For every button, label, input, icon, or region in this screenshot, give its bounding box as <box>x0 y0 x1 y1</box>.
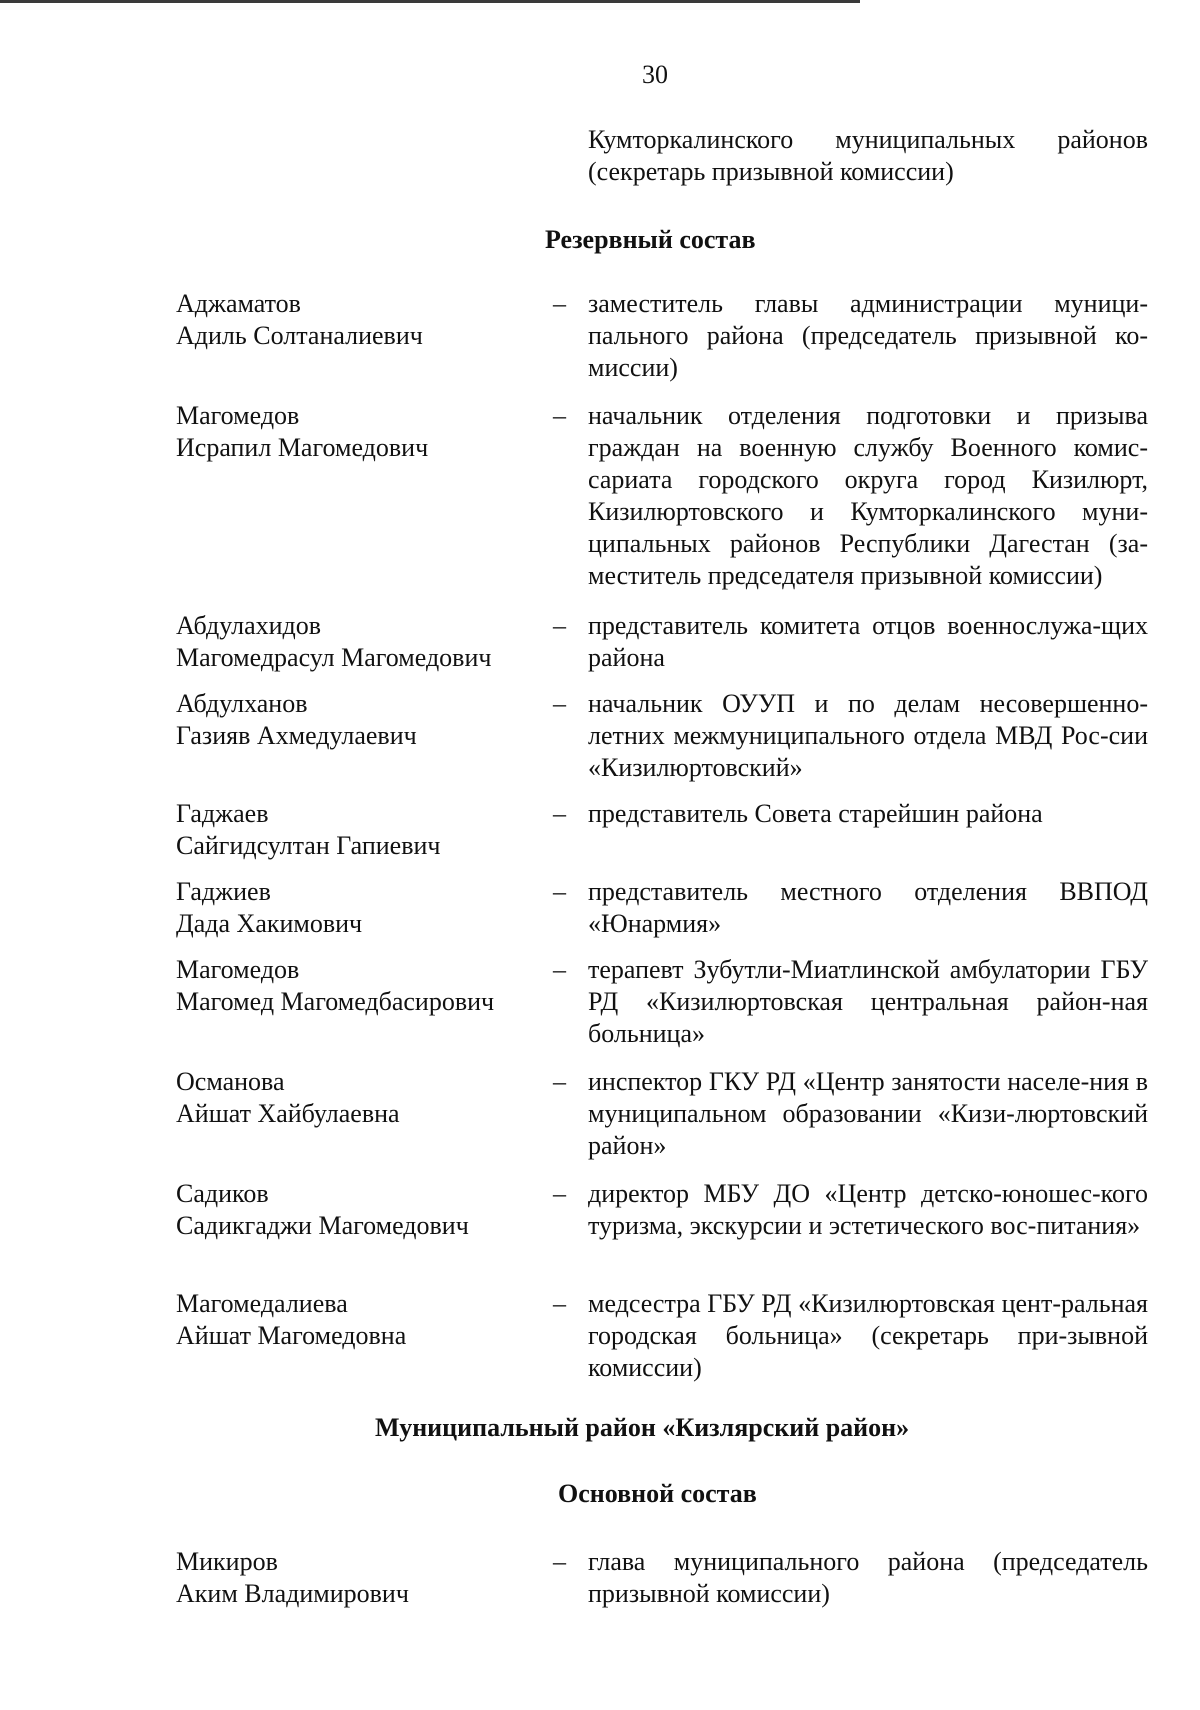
member-surname: Гаджиев <box>176 877 271 906</box>
member-name <box>176 1546 536 1610</box>
member-given-name: Садикгаджи Магомедович <box>176 1211 469 1240</box>
member-given-name: Дада Хакимович <box>176 909 363 938</box>
member-surname: Абдулханов <box>176 689 308 718</box>
district-heading: Муниципальный район «Кизлярский район» <box>375 1413 910 1442</box>
member-surname: Аджаматов <box>176 289 301 318</box>
member-role: начальник ОУУП и по делам несовершенно-летних межмуниципального отдела МВД Рос-сии «Кизилюртовский» <box>588 689 1148 782</box>
member-given-name: Аким Владимирович <box>176 1579 409 1608</box>
reserve-heading: Резервный состав <box>545 225 756 254</box>
dash: – <box>553 955 566 984</box>
member-name <box>176 876 536 940</box>
member-given-name: Магомед Магомедбасирович <box>176 987 495 1016</box>
member-given-name: Сайгидсултан Гапиевич <box>176 831 441 860</box>
member-surname: Абдулахидов <box>176 611 322 640</box>
dash: – <box>553 611 566 640</box>
member-name <box>176 1178 536 1242</box>
member-role: представитель Совета старейшин района <box>588 799 1043 828</box>
member-role: представитель комитета отцов военнослужа-щих района <box>588 611 1148 672</box>
member-role: начальник отделения подготовки и призыва граждан на военную службу Военного комис-сариата городского округа город Кизилюрт, Кизилюртовского и Кумторкалинского муни-ципальных районов Республики Дагестан (за-меститель председателя призывной комиссии) <box>588 401 1148 590</box>
page-number: 30 <box>642 60 668 89</box>
continuation-line: Кумторкалинского муниципальных районов <box>588 125 1148 154</box>
member-name <box>176 954 536 1018</box>
member-name <box>176 288 536 352</box>
member-given-name: Исрапил Магомедович <box>176 433 429 462</box>
continuation-text <box>588 124 1148 188</box>
member-surname: Гаджаев <box>176 799 269 828</box>
dash: – <box>553 877 566 906</box>
member-given-name: Газияв Ахмедулаевич <box>176 721 417 750</box>
dash: – <box>553 1289 566 1318</box>
member-name <box>176 400 536 464</box>
member-role: медсестра ГБУ РД «Кизилюртовская цент-ральная городская больница» (секретарь при-зывной комиссии) <box>588 1289 1148 1382</box>
member-given-name: Магомедрасул Магомедович <box>176 643 492 672</box>
member-surname: Садиков <box>176 1179 269 1208</box>
member-surname: Магомедалиева <box>176 1289 348 1318</box>
dash: – <box>553 1067 566 1096</box>
member-role: терапевт Зубутли-Миатлинской амбулатории ГБУ РД «Кизилюртовская центральная район-ная больница» <box>588 955 1148 1048</box>
member-role: заместитель главы администрации муници-пального района (председатель призывной ко-миссии) <box>588 289 1148 382</box>
member-surname: Османова <box>176 1067 285 1096</box>
dash: – <box>553 1547 566 1576</box>
dash: – <box>553 1179 566 1208</box>
member-role: глава муниципального района (председатель призывной комиссии) <box>588 1547 1148 1608</box>
member-given-name: Адиль Солтаналиевич <box>176 321 423 350</box>
member-given-name: Айшат Магомедовна <box>176 1321 407 1350</box>
member-surname: Магомедов <box>176 955 300 984</box>
dash: – <box>553 401 566 430</box>
member-name <box>176 1288 536 1352</box>
member-name <box>176 798 536 862</box>
member-name <box>176 610 536 674</box>
member-name <box>176 688 536 752</box>
dash: – <box>553 289 566 318</box>
scan-edge <box>0 0 860 3</box>
member-name <box>176 1066 536 1130</box>
member-role: инспектор ГКУ РД «Центр занятости населе-ния в муниципальном образовании «Кизи-люртовский район» <box>588 1067 1148 1160</box>
member-surname: Магомедов <box>176 401 300 430</box>
continuation-line: (секретарь призывной комиссии) <box>588 157 954 186</box>
member-surname: Микиров <box>176 1547 278 1576</box>
main-heading: Основной состав <box>558 1479 757 1508</box>
member-role: директор МБУ ДО «Центр детско-юношес-кого туризма, экскурсии и эстетического вос-питания» <box>588 1179 1148 1240</box>
member-role: представитель местного отделения ВВПОД «Юнармия» <box>588 877 1148 938</box>
dash: – <box>553 799 566 828</box>
dash: – <box>553 689 566 718</box>
member-given-name: Айшат Хайбулаевна <box>176 1099 400 1128</box>
